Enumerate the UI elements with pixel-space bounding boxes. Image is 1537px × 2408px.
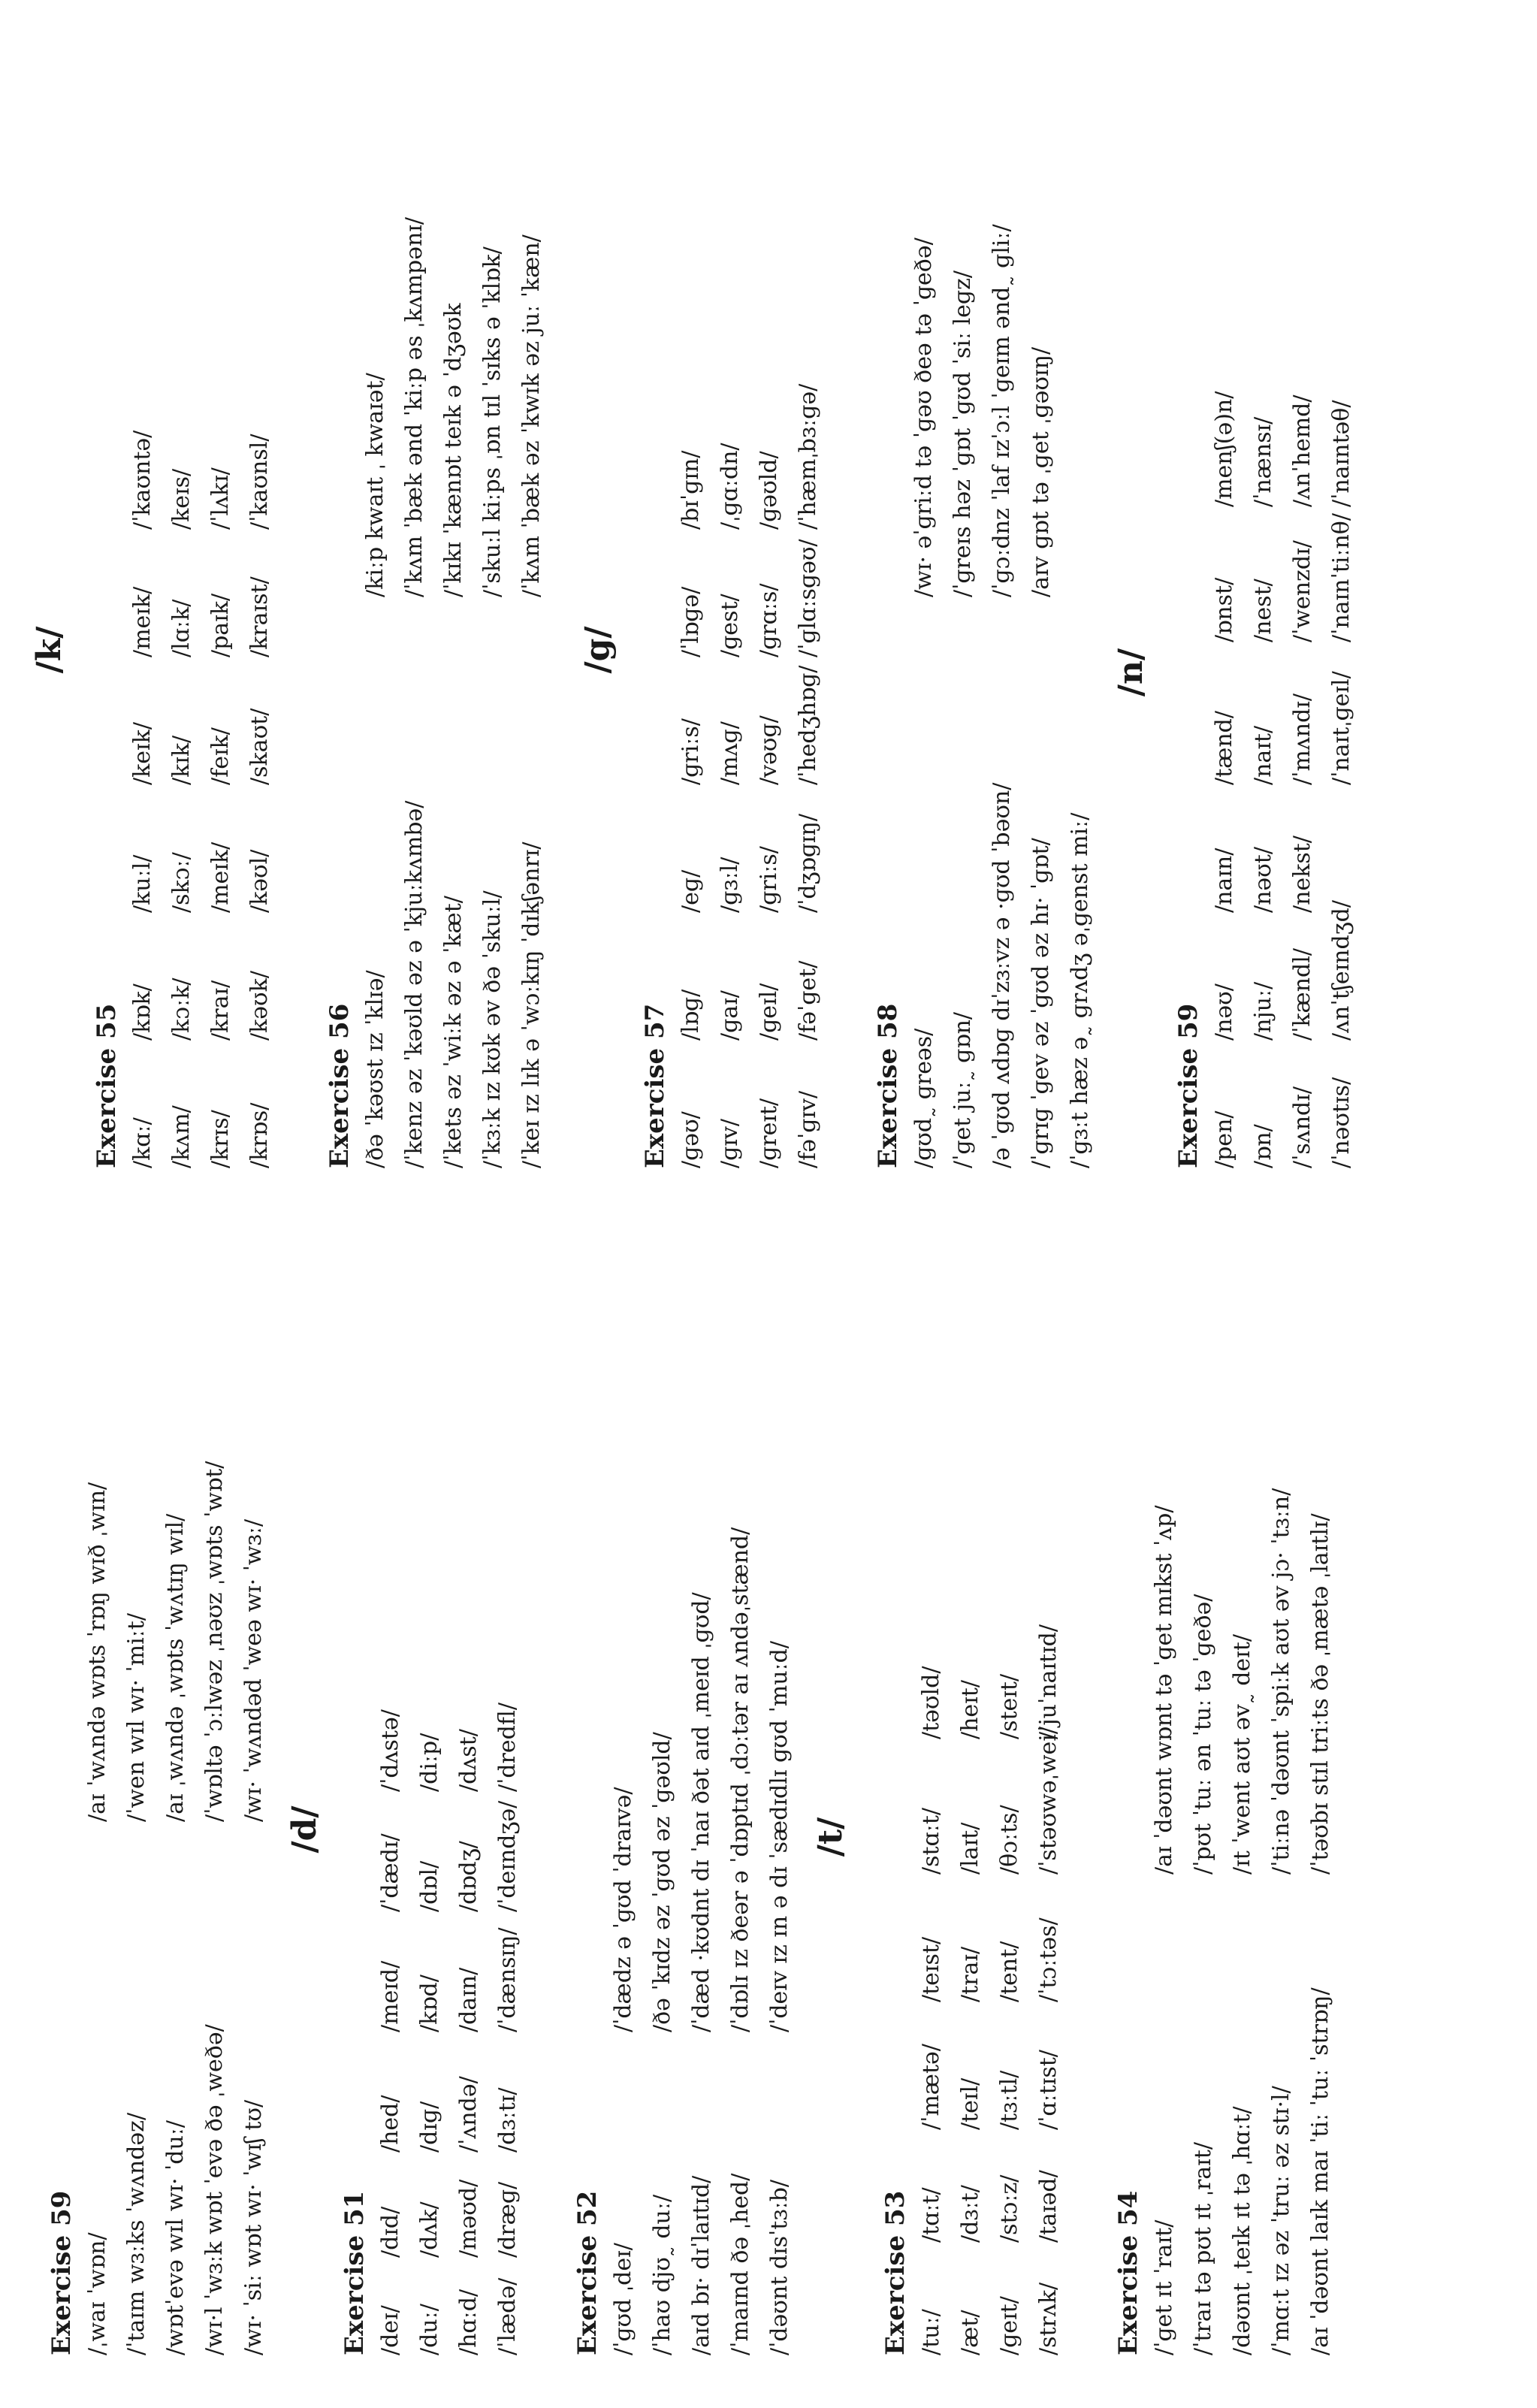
phrase: /ˈtraɪ tə pʊt ɪt ˌraɪt/ — [1190, 2142, 1216, 2355]
phrase: /ˈɡɜːt hæz ə˷ ɡrʌdʒ əˌɡenst miː/ — [1067, 812, 1093, 1168]
word: /ˈnaɪntəθ/ — [1328, 400, 1354, 507]
word: /keɪs/ — [168, 468, 195, 530]
word: /pen/ — [1211, 1110, 1237, 1168]
phrase: /ˈwen wɪl wɪ· ˈmiːt/ — [123, 1613, 149, 1822]
word: /meɪk/ — [129, 586, 156, 657]
word: /məʊd/ — [455, 2179, 482, 2258]
word: /skɔː/ — [168, 852, 195, 913]
word: /kʌm/ — [168, 1105, 195, 1168]
word-row — [1205, 41, 1244, 1168]
line-row — [682, 1228, 721, 2355]
line-row — [1145, 1228, 1184, 2355]
word: /meɪd/ — [377, 1960, 403, 2032]
section-heading-n: /n/ — [1112, 648, 1150, 697]
word: /ˈlædə/ — [494, 2277, 521, 2355]
line-row — [1022, 41, 1061, 1168]
word: /fəˈɡɪv/ — [795, 1090, 821, 1168]
phrase: /ˈɡreɪs həz ˈɡɒt ˈɡʊd ˈsiː leɡz/ — [950, 270, 976, 597]
word: /skaʊt/ — [246, 708, 273, 785]
line-row — [395, 41, 434, 1168]
word: /dɜːtɪ/ — [494, 2087, 521, 2153]
word: /meɪk/ — [207, 841, 234, 913]
word: /tɜːtl/ — [996, 2070, 1022, 2130]
line-row — [156, 1228, 195, 2355]
word-row — [410, 1228, 449, 2355]
line-row — [1262, 1228, 1301, 2355]
exercise-title: Exercise 56 — [325, 1003, 355, 1168]
word: /heɪt/ — [957, 1680, 983, 1739]
phrase: /ˈɡʊd ˌdeɪ/ — [610, 2243, 636, 2355]
section-heading-t: /t/ — [811, 1817, 850, 1857]
phrase: /ˈmaɪnd ðə ˌhed/ — [727, 2173, 753, 2355]
phrase: /ˈdæd ·kʊdnt dɪ ˈnaɪ ðət aɪd ˌmeɪd ˌɡʊd/ — [688, 1592, 714, 2032]
phrase: /kiːp kwaɪt ˌ kwaɪət/ — [362, 373, 388, 597]
line-row — [1061, 41, 1100, 1168]
word: /ˈlɒɡə/ — [678, 586, 704, 657]
word: /ɒnst/ — [1211, 577, 1237, 642]
phrase: /ˈɡɔːdnz ˈlaf ɪzˈɔːl ˈɡeɪm ənd˷ ɡliː/ — [989, 224, 1015, 597]
word: /ɡəʊ/ — [678, 1111, 704, 1168]
word: /teɪst/ — [918, 1936, 944, 2002]
exercise-title: Exercise 59 — [1173, 1003, 1203, 1168]
word: /ˈdʌstə/ — [377, 1709, 403, 1792]
phrase: /aɪ ˈwʌndə wɒts ˈrɒŋ wɪð ˌwɪn/ — [84, 1482, 110, 1822]
word: /fəˈɡet/ — [795, 960, 821, 1041]
word: /ʌnˈhemd/ — [1289, 394, 1315, 507]
word: /dræɡ/ — [494, 2181, 521, 2258]
line-row — [983, 41, 1022, 1168]
word: /kɑː/ — [129, 1117, 156, 1168]
word: /nest/ — [1250, 579, 1276, 642]
exercise-title: Exercise 54 — [1113, 2190, 1143, 2355]
phrase: /aɪ ˈdəʊnt laɪk maɪ ˈtiː ˈtuː ˈstrɒŋ/ — [1307, 1987, 1333, 2355]
word: /duː/ — [416, 2304, 442, 2355]
word: /təʊld/ — [918, 1666, 944, 1739]
word-row — [750, 41, 789, 1168]
exercise-58 — [871, 41, 1100, 1168]
word: /ˈdeɪndʒə/ — [494, 1800, 521, 1912]
right-page-half — [0, 41, 1537, 1168]
line-row — [904, 41, 944, 1168]
left-page-half — [0, 1228, 1537, 2355]
line-row — [944, 41, 983, 1168]
word: /ɡɜːl/ — [717, 857, 743, 913]
word-row — [371, 1228, 410, 2355]
phrase: /ðə ˈkɪdz əz ˈɡʊd əz ˈɡəʊld/ — [649, 1732, 675, 2032]
word: /lɒɡ/ — [678, 989, 704, 1041]
exercise-lines — [78, 1228, 273, 2355]
word: /stɔːz/ — [996, 2174, 1022, 2243]
word: /ˈhedʒhɒɡ/ — [795, 665, 821, 785]
exercise-57 — [639, 41, 828, 1168]
word: /menʃ(ə)n/ — [1211, 391, 1237, 507]
phrase: /wɪ· ˈsiː wɒt wɪ· ˈwɪʃ tʊ/ — [240, 2099, 267, 2355]
word: /feɪk/ — [207, 727, 234, 785]
exercise-59-first — [45, 1228, 273, 2355]
phrase: /ˈtaɪm wɜːks ˈwʌndəz/ — [123, 2112, 149, 2355]
word: /ɡeɪt/ — [996, 2296, 1022, 2355]
word-row — [201, 41, 240, 1168]
word-row — [449, 1228, 488, 2355]
word: /ˈlʌkɪ/ — [207, 467, 234, 530]
word: /kəʊk/ — [246, 971, 273, 1041]
exercise-59-second — [1172, 41, 1361, 1168]
line-row — [1301, 1228, 1340, 2355]
word: /hɑːd/ — [455, 2289, 482, 2355]
word: /dɒl/ — [416, 1860, 442, 1912]
word: /bɪˈɡɪn/ — [678, 450, 704, 530]
phrase: /aɪv ɡɒt tə ˌɡet ˌɡəʊɪŋ/ — [1028, 346, 1054, 597]
exercise-52 — [571, 1228, 799, 2355]
word: /tuː/ — [918, 2309, 944, 2355]
phrase: /ˈdəʊnt dɪsˈtɜːb/ — [766, 2179, 793, 2355]
phrase: /aɪd bɪ· dɪˈlaɪtɪd/ — [688, 2175, 714, 2355]
line-row — [195, 1228, 234, 2355]
phrase: /ˈkets əz ˈwiːk əz ə ˈkæt/ — [440, 896, 467, 1168]
word: /ˈkaʊntə/ — [129, 430, 156, 530]
word: /ˈkaʊnsl/ — [246, 434, 273, 530]
phrase: /ˈhaʊ djʊ˷ duː/ — [649, 2194, 675, 2355]
word: /ˈnaɪtˌɡeɪl/ — [1328, 671, 1354, 785]
word: /æt/ — [957, 2310, 983, 2355]
word: /ˈjuˈnaɪtɪd/ — [1035, 1624, 1061, 1739]
word: /kɔːk/ — [168, 977, 195, 1041]
word: /keɪk/ — [129, 722, 156, 785]
word: /ˈdænsɪŋ/ — [494, 1927, 521, 2032]
phrase: /ˈmɑːt ɪz əz ˈtruː əz stɪ·l/ — [1268, 2086, 1294, 2355]
word: /deɪ/ — [377, 2305, 403, 2355]
phrase: /ˈtəʊbɪ stɪl triːts ðə ˌmætə ˌlaɪtlɪ/ — [1307, 1513, 1333, 1875]
word: /eɡ/ — [678, 869, 704, 913]
line-row — [78, 1228, 117, 2355]
word: /ɡreɪt/ — [756, 1098, 782, 1168]
phrase: /ðə ˈkəʊst ɪz ˈklɪə/ — [362, 970, 388, 1168]
word: /ˈtɔːtəs/ — [1035, 1917, 1061, 2002]
exercise-title: Exercise 52 — [572, 2190, 602, 2355]
phrase: /ˈɡet juː˷ ɡɒn/ — [950, 1011, 976, 1168]
line-row — [760, 1228, 799, 2355]
word: /taɪəd/ — [1035, 2170, 1061, 2243]
word: /ˈmætə/ — [918, 2044, 944, 2130]
phrase: /ˌwaɪ ˈwɒn/ — [84, 2232, 110, 2355]
word-row — [1283, 41, 1322, 1168]
word: /njuː/ — [1250, 981, 1276, 1041]
word-row — [672, 41, 711, 1168]
line-row — [356, 41, 395, 1168]
word: /kraɪst/ — [246, 576, 273, 657]
word: /ɡeɪl/ — [756, 983, 782, 1041]
exercise-title: Exercise 59 — [47, 2190, 77, 2355]
phrase: /ɡʊd˷ ɡreəs/ — [910, 1028, 937, 1168]
word: /kɒk/ — [129, 983, 156, 1041]
word: /ɡest/ — [717, 594, 743, 657]
exercise-lines — [1145, 1228, 1340, 2355]
word: /ˈdredfl/ — [494, 1703, 521, 1792]
phrase: /ˈkenz əz ˈkəʊld əz ə ˈkjuːkʌmbə/ — [401, 800, 427, 1168]
word: /steɪt/ — [996, 1673, 1022, 1739]
phrase: /ˈkɜːk ɪz kʊk əv ðə ˈskuːl/ — [479, 890, 506, 1168]
word: /ˈdædɪ/ — [377, 1833, 403, 1912]
word: /stɑːt/ — [918, 1807, 944, 1875]
word-row — [990, 1228, 1029, 2355]
word-row — [1322, 41, 1361, 1168]
word: /tænd/ — [1211, 711, 1237, 785]
phrase: /ˈwɒltə ˈɔːlwəz ˌnəʊz ˌwɒts ˈwɒt/ — [201, 1461, 228, 1822]
phrase: /ˈkʌm ˈbæk ənd ˈkiːp əs ˌkʌmpənɪ/ — [401, 216, 427, 597]
phrase: /aɪ ˌwʌndə ˌwɒts ˈwʌtɪŋ wɪl/ — [162, 1513, 189, 1822]
phrase: /ˈɡet ɪt ˈraɪt/ — [1151, 2219, 1177, 2355]
word-row — [951, 1228, 990, 2355]
word: /tent/ — [996, 1941, 1022, 2002]
word: /nekst/ — [1289, 835, 1315, 913]
word: /nəʊ/ — [1211, 983, 1237, 1041]
exercise-title: Exercise 58 — [873, 1003, 903, 1168]
phrase: /ɪt ˈwent aʊt əv˷ deɪt/ — [1229, 1634, 1255, 1875]
exercise-title: Exercise 51 — [340, 2190, 370, 2355]
exercise-51 — [338, 1228, 527, 2355]
word: /dʌk/ — [416, 2201, 442, 2258]
word: /krɒs/ — [246, 1102, 273, 1168]
phrase: /ə ˈɡʊd ʌdɒɡ dɪˈzɜːvz ə ·ɡʊd ˈbəʊn/ — [989, 782, 1015, 1168]
word: /laɪt/ — [957, 1822, 983, 1875]
exercise-title: Exercise 53 — [880, 2190, 910, 2355]
word: /dɒdʒ/ — [455, 1841, 482, 1912]
exercise-lines — [604, 1228, 799, 2355]
phrase: /wɪ· əˈɡriːd tə ˈɡəʊ ðeə tə ˈɡeðə/ — [910, 237, 937, 597]
word: /ˈsʌndɪ/ — [1289, 1086, 1315, 1168]
word-row — [912, 1228, 951, 2355]
word: /hed/ — [377, 2095, 403, 2153]
line-row — [234, 1228, 273, 2355]
word: /ɡəʊld/ — [756, 451, 782, 530]
word: /dɪd/ — [377, 2206, 403, 2258]
phrase: /dəʊnt ˌteɪk ɪt tə ˌhɑːt/ — [1229, 2106, 1255, 2355]
word: /naɪt/ — [1250, 725, 1276, 785]
word: /ˈɑːtɪst/ — [1035, 2050, 1061, 2130]
word-row — [789, 41, 828, 1168]
word: /ˈmʌndɪ/ — [1289, 693, 1315, 785]
exercise-lines — [356, 41, 551, 1168]
exercise-title: Exercise 55 — [92, 1003, 122, 1168]
word-row — [1029, 1228, 1068, 2355]
section-heading-d: /d/ — [285, 1805, 324, 1854]
word: /ɒn/ — [1250, 1124, 1276, 1168]
word: /teɪl/ — [957, 2077, 983, 2130]
phrase: /ˈkʌm ˈbæk əz ˈkwɪk əz juː ˈkæn/ — [518, 234, 545, 597]
word-row — [123, 41, 162, 1168]
phrase: /wɒtˈevə wɪl wɪ· ˈduː/ — [162, 2119, 189, 2355]
phrase: /ˈdɒlɪ ɪz ðeər ə ˈdɒptɪd ˌdɔːtər aɪ ʌndəˌstænd/ — [727, 1527, 753, 2032]
section-heading-g: /g/ — [578, 626, 617, 674]
word-row — [488, 1228, 527, 2355]
word: /ˈnəʊtɪs/ — [1328, 1077, 1354, 1168]
section-heading-k: /k/ — [30, 626, 68, 674]
line-row — [512, 41, 551, 1168]
line-row — [117, 1228, 156, 2355]
phrase: /wɪ·l ˈwɜːk wɒt ˈevə ðə ˌweðə/ — [201, 2024, 228, 2355]
word: /naɪn/ — [1211, 847, 1237, 913]
word: /traɪ/ — [957, 1946, 983, 2002]
word: /ˈstəʊwəˌwei/ — [1035, 1727, 1061, 1875]
word: /dʌst/ — [455, 1729, 482, 1792]
word: /ɡaɪ/ — [717, 990, 743, 1041]
line-row — [473, 41, 512, 1168]
word: /kraɪ/ — [207, 980, 234, 1041]
phrase: /ˈskuːl kiːps ˌɒn tɪl ˈsɪks ə ˈklɒk/ — [479, 246, 506, 597]
word: /dɜːt/ — [957, 2185, 983, 2243]
word: /ˈʌndə/ — [455, 2076, 482, 2153]
word: /diːp/ — [416, 1733, 442, 1792]
phrase: /ˈkeɪ ɪz lɪk ə ˈwɔːkɪŋ ˈdɪkʃənrɪ/ — [518, 841, 545, 1168]
word: /kɪk/ — [168, 735, 195, 785]
word: /ˈɡlɑːsɡəʊ/ — [795, 539, 821, 657]
exercise-54 — [1112, 1228, 1340, 2355]
exercise-55 — [90, 41, 279, 1168]
line-row — [1223, 1228, 1262, 2355]
line-row — [434, 41, 473, 1168]
word: /lɑːk/ — [168, 599, 195, 657]
line-row — [721, 1228, 760, 2355]
word: /ˈkændl/ — [1289, 948, 1315, 1041]
word: /ˈhæmˌbɜːɡə/ — [795, 383, 821, 530]
phrase: /ˈkɪkɪ ˈkænɒt teɪk ə ˈdʒəʊk — [440, 303, 467, 597]
line-row — [643, 1228, 682, 2355]
word: /ˌɡɑːdn/ — [717, 443, 743, 530]
line-row — [604, 1228, 643, 2355]
word: /ɡrɑːs/ — [756, 583, 782, 657]
word: /strʌk/ — [1035, 2282, 1061, 2355]
word: /ˈwenzdɪ/ — [1289, 540, 1315, 642]
phrase: /ˈtiːnə ˈdəʊnt ˈspiːk aʊt əv jɔ· ˈtɜːn/ — [1268, 1488, 1294, 1875]
exercise-53 — [879, 1228, 1068, 2355]
word: /θɔːts/ — [996, 1805, 1022, 1875]
word: /ɡɪv/ — [717, 1119, 743, 1168]
word: /krɪs/ — [207, 1110, 234, 1168]
word: /ɡriːs/ — [756, 846, 782, 913]
word: /vəʊɡ/ — [756, 715, 782, 785]
phrase: /wɪ· ˈwʌndəd ˈweə wɪ· ˈwɜː/ — [240, 1518, 267, 1822]
word-row — [162, 41, 201, 1168]
phrase: /aɪ ˈdəʊnt wɒnt tə ˈɡet mɪkst ˈʌp/ — [1151, 1505, 1177, 1875]
phrase: /ˈpʊt ˈtuː ən ˈtuː tə ˈɡeðə/ — [1190, 1594, 1216, 1875]
word: /dɪɡ/ — [416, 2101, 442, 2153]
line-row — [1184, 1228, 1223, 2355]
word-row — [1244, 41, 1283, 1168]
word: /ʌnˈtʃeɪndʒd/ — [1328, 900, 1354, 1041]
exercise-title: Exercise 57 — [640, 1003, 670, 1168]
word: /ˈdʒɒɡɪŋ/ — [795, 814, 821, 913]
exercise-56 — [323, 41, 551, 1168]
exercise-lines — [904, 41, 1100, 1168]
word: /daɪn/ — [455, 1967, 482, 2032]
word-row — [240, 41, 279, 1168]
phrase: /ˈdædz ə ˈɡʊd ˈdraɪvə/ — [610, 1787, 636, 2032]
word: /tɑːt/ — [918, 2187, 944, 2243]
phrase: /ˈdeɪv ɪz ɪn ə dɪ ˈsædɪdlɪ ɡʊd ˈmuːd/ — [766, 1641, 793, 2032]
word: /ɡriːs/ — [678, 718, 704, 785]
word: /kuːl/ — [129, 854, 156, 913]
word-row — [711, 41, 750, 1168]
word: /kəʊl/ — [246, 849, 273, 913]
word: /kɒd/ — [416, 1974, 442, 2032]
phrase: /ˈɡrɪɡ ˈɡev əz ˈɡʊd əz hɪ· ˈɡɒt/ — [1028, 838, 1054, 1168]
word: /paɪk/ — [207, 593, 234, 657]
word: /nəʊt/ — [1250, 847, 1276, 913]
word: /mʌɡ/ — [717, 721, 743, 785]
word: /ˈnænsɪ/ — [1250, 416, 1276, 507]
word: /ˈnaɪnˈtiːnθ/ — [1328, 513, 1354, 642]
